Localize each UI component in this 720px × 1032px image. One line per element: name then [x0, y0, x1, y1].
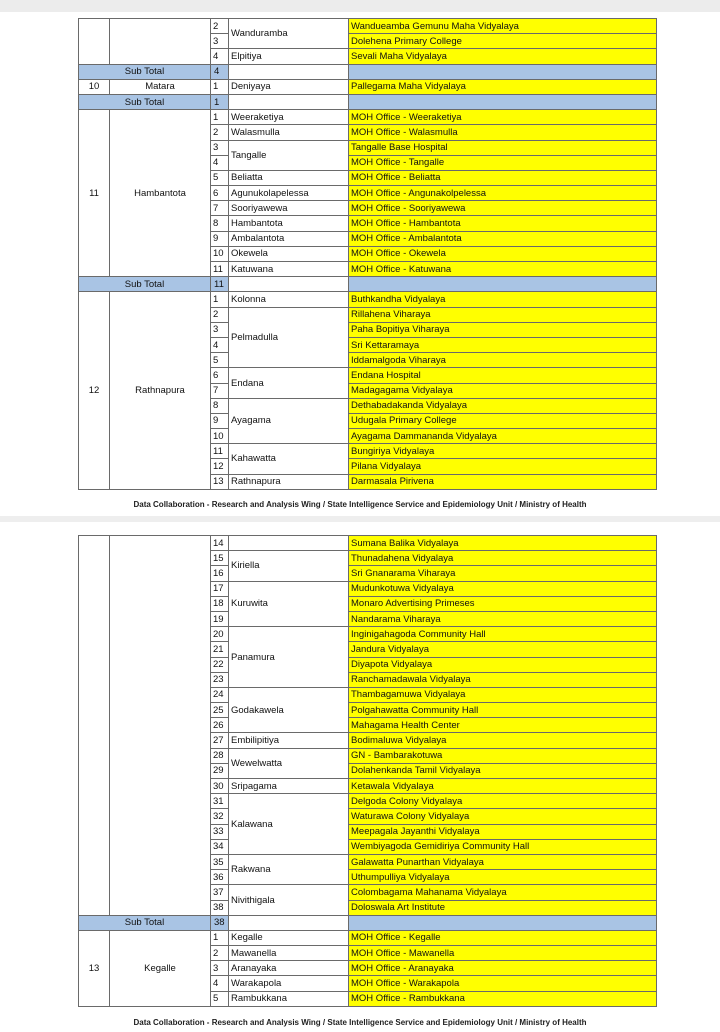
- ds-division: Nivithigala: [229, 885, 349, 915]
- location-name: Uthumpulliya Vidyalaya: [349, 870, 657, 885]
- subtotal-blank: [229, 64, 349, 79]
- serial-number: 8: [211, 216, 229, 231]
- location-name: Bungiriya Vidyalaya: [349, 444, 657, 459]
- location-name: Delgoda Colony Vidyalaya: [349, 794, 657, 809]
- location-name: Wandueamba Gemunu Maha Vidyalaya: [349, 19, 657, 34]
- location-name: Monaro Advertising Primeses: [349, 596, 657, 611]
- serial-number: 4: [211, 976, 229, 991]
- ds-division: Kegalle: [229, 930, 349, 945]
- location-name: Sri Kettaramaya: [349, 337, 657, 352]
- location-name: Bodimaluwa Vidyalaya: [349, 733, 657, 748]
- location-name: MOH Office - Kegalle: [349, 930, 657, 945]
- ds-division: Walasmulla: [229, 125, 349, 140]
- location-name: Dethabadakanda Vidyalaya: [349, 398, 657, 413]
- location-name: Waturawa Colony Vidyalaya: [349, 809, 657, 824]
- location-name: MOH Office - Weeraketiya: [349, 110, 657, 125]
- location-name: GN - Bambarakotuwa: [349, 748, 657, 763]
- ds-division: Warakapola: [229, 976, 349, 991]
- subtotal-label: Sub Total: [79, 277, 211, 292]
- ds-division: Endana: [229, 368, 349, 398]
- district-name: Hambantota: [110, 110, 211, 277]
- ds-division: Kuruwita: [229, 581, 349, 627]
- ds-division: Rakwana: [229, 854, 349, 884]
- location-name: Rillahena Viharaya: [349, 307, 657, 322]
- serial-number: 4: [211, 49, 229, 64]
- serial-number: 20: [211, 627, 229, 642]
- location-name: MOH Office - Angunakolpelessa: [349, 186, 657, 201]
- location-name: MOH Office - Rambukkana: [349, 991, 657, 1006]
- serial-number: 18: [211, 596, 229, 611]
- location-name: Jandura Vidyalaya: [349, 642, 657, 657]
- location-name: Mudunkotuwa Vidyalaya: [349, 581, 657, 596]
- location-name: MOH Office - Aranayaka: [349, 961, 657, 976]
- document-page-2: [0, 522, 720, 1032]
- serial-number: 33: [211, 824, 229, 839]
- table-row: [79, 19, 657, 34]
- serial-number: 30: [211, 779, 229, 794]
- location-name: Udugala Primary College: [349, 413, 657, 428]
- location-name: Pilana Vidyalaya: [349, 459, 657, 474]
- subtotal-count: 1: [211, 94, 229, 109]
- location-name: Colombagama Mahanama Vidyalaya: [349, 885, 657, 900]
- ds-division: Kiriella: [229, 551, 349, 581]
- serial-number: 1: [211, 79, 229, 94]
- location-name: Ranchamadawala Vidyalaya: [349, 672, 657, 687]
- ds-division: Beliatta: [229, 170, 349, 185]
- location-name: Sumana Balika Vidyalaya: [349, 536, 657, 551]
- serial-number: 1: [211, 292, 229, 307]
- ds-division: Wanduramba: [229, 19, 349, 49]
- serial-number: 9: [211, 231, 229, 246]
- location-name: MOH Office - Beliatta: [349, 170, 657, 185]
- serial-number: 11: [211, 444, 229, 459]
- location-name: Paha Bopitiya Viharaya: [349, 322, 657, 337]
- ds-division: Hambantota: [229, 216, 349, 231]
- district-number: 10: [79, 79, 110, 94]
- district-name: Kegalle: [110, 930, 211, 1006]
- location-name: MOH Office - Walasmulla: [349, 125, 657, 140]
- ds-division: Sooriyawewa: [229, 201, 349, 216]
- serial-number: 2: [211, 946, 229, 961]
- location-name: MOH Office - Mawanella: [349, 946, 657, 961]
- serial-number: 12: [211, 459, 229, 474]
- location-name: Inginigahagoda Community Hall: [349, 627, 657, 642]
- subtotal-row: [79, 94, 657, 109]
- serial-number: 15: [211, 551, 229, 566]
- location-name: Madagagama Vidyalaya: [349, 383, 657, 398]
- location-name: Thunadahena Vidyalaya: [349, 551, 657, 566]
- ds-division: Godakawela: [229, 687, 349, 733]
- subtotal-fill: [349, 915, 657, 930]
- serial-number: 24: [211, 687, 229, 702]
- subtotal-label: Sub Total: [79, 64, 211, 79]
- serial-number: 16: [211, 566, 229, 581]
- ds-division: Rathnapura: [229, 474, 349, 489]
- serial-number: 38: [211, 900, 229, 915]
- location-name: Pallegama Maha Vidyalaya: [349, 79, 657, 94]
- serial-number: 1: [211, 930, 229, 945]
- location-name: MOH Office - Warakapola: [349, 976, 657, 991]
- ds-division: Ayagama: [229, 398, 349, 444]
- serial-number: 2: [211, 307, 229, 322]
- subtotal-row: [79, 64, 657, 79]
- serial-number: 2: [211, 19, 229, 34]
- ds-division: Katuwana: [229, 262, 349, 277]
- serial-number: 13: [211, 474, 229, 489]
- ds-division: Weeraketiya: [229, 110, 349, 125]
- serial-number: 5: [211, 353, 229, 368]
- serial-number: 36: [211, 870, 229, 885]
- serial-number: 1: [211, 110, 229, 125]
- location-name: Doloswala Art Institute: [349, 900, 657, 915]
- ds-division: Embilipitiya: [229, 733, 349, 748]
- ds-division: Agunukolapelessa: [229, 186, 349, 201]
- subtotal-count: 4: [211, 64, 229, 79]
- table-row: [79, 930, 657, 945]
- serial-number: 5: [211, 991, 229, 1006]
- ds-division: Wewelwatta: [229, 748, 349, 778]
- ds-division: Aranayaka: [229, 961, 349, 976]
- location-name: MOH Office - Katuwana: [349, 262, 657, 277]
- location-name: Galawatta Punarthan Vidyalaya: [349, 854, 657, 869]
- ds-division: Elpitiya: [229, 49, 349, 64]
- subtotal-blank: [229, 915, 349, 930]
- location-name: Polgahawatta Community Hall: [349, 703, 657, 718]
- serial-number: 4: [211, 337, 229, 352]
- serial-number: 4: [211, 155, 229, 170]
- ds-division: Deniyaya: [229, 79, 349, 94]
- serial-number: 6: [211, 368, 229, 383]
- location-name: MOH Office - Ambalantota: [349, 231, 657, 246]
- location-name: Meepagala Jayanthi Vidyalaya: [349, 824, 657, 839]
- serial-number: 21: [211, 642, 229, 657]
- location-name: Ayagama Dammananda Vidyalaya: [349, 429, 657, 444]
- ds-division: Rambukkana: [229, 991, 349, 1006]
- location-name: Iddamalgoda Viharaya: [349, 353, 657, 368]
- serial-number: 26: [211, 718, 229, 733]
- district-number: [79, 19, 110, 65]
- serial-number: 8: [211, 398, 229, 413]
- location-name: MOH Office - Okewela: [349, 246, 657, 261]
- ds-division: Kahawatta: [229, 444, 349, 474]
- location-name: Buthkandha Vidyalaya: [349, 292, 657, 307]
- subtotal-fill: [349, 94, 657, 109]
- serial-number: 32: [211, 809, 229, 824]
- serial-number: 5: [211, 170, 229, 185]
- distribution-table-2: [78, 535, 657, 1007]
- subtotal-count: 38: [211, 915, 229, 930]
- subtotal-label: Sub Total: [79, 94, 211, 109]
- serial-number: 29: [211, 763, 229, 778]
- ds-division: Tangalle: [229, 140, 349, 170]
- location-name: Endana Hospital: [349, 368, 657, 383]
- table-row: [79, 79, 657, 94]
- location-name: Sevali Maha Vidyalaya: [349, 49, 657, 64]
- ds-division: Kolonna: [229, 292, 349, 307]
- serial-number: 25: [211, 703, 229, 718]
- location-name: MOH Office - Sooriyawewa: [349, 201, 657, 216]
- serial-number: 3: [211, 34, 229, 49]
- location-name: Dolahenkanda Tamil Vidyalaya: [349, 763, 657, 778]
- subtotal-blank: [229, 94, 349, 109]
- serial-number: 19: [211, 611, 229, 626]
- district-name: [110, 19, 211, 65]
- serial-number: 34: [211, 839, 229, 854]
- location-name: Darmasala Pirivena: [349, 474, 657, 489]
- page-footer: Data Collaboration - Research and Analysis Wing / State Intelligence Service and Epidemiology Unit / Ministry of Health: [133, 500, 587, 509]
- serial-number: 14: [211, 536, 229, 551]
- location-name: Diyapota Vidyalaya: [349, 657, 657, 672]
- location-name: MOH Office - Tangalle: [349, 155, 657, 170]
- ds-division: Kalawana: [229, 794, 349, 855]
- serial-number: 17: [211, 581, 229, 596]
- table-row: [79, 536, 657, 551]
- ds-division: Mawanella: [229, 946, 349, 961]
- serial-number: 31: [211, 794, 229, 809]
- table-row: [79, 110, 657, 125]
- location-name: Nandarama Viharaya: [349, 611, 657, 626]
- serial-number: 11: [211, 262, 229, 277]
- ds-division: [229, 536, 349, 551]
- serial-number: 10: [211, 246, 229, 261]
- serial-number: 3: [211, 322, 229, 337]
- page-top-band: [0, 0, 720, 12]
- district-name: Matara: [110, 79, 211, 94]
- location-name: Mahagama Health Center: [349, 718, 657, 733]
- location-name: Sri Gnanarama Viharaya: [349, 566, 657, 581]
- subtotal-blank: [229, 277, 349, 292]
- serial-number: 28: [211, 748, 229, 763]
- serial-number: 9: [211, 413, 229, 428]
- subtotal-fill: [349, 277, 657, 292]
- district-number: 11: [79, 110, 110, 277]
- serial-number: 3: [211, 961, 229, 976]
- location-name: Tangalle Base Hospital: [349, 140, 657, 155]
- serial-number: 22: [211, 657, 229, 672]
- serial-number: 10: [211, 429, 229, 444]
- location-name: Ketawala Vidyalaya: [349, 779, 657, 794]
- district-name: Rathnapura: [110, 292, 211, 489]
- ds-division: Sripagama: [229, 779, 349, 794]
- location-name: Wembiyagoda Gemidiriya Community Hall: [349, 839, 657, 854]
- ds-division: Ambalantota: [229, 231, 349, 246]
- subtotal-row: [79, 915, 657, 930]
- subtotal-row: [79, 277, 657, 292]
- distribution-table-1: [78, 18, 657, 490]
- location-name: MOH Office - Hambantota: [349, 216, 657, 231]
- serial-number: 6: [211, 186, 229, 201]
- serial-number: 3: [211, 140, 229, 155]
- serial-number: 35: [211, 854, 229, 869]
- district-number: 12: [79, 292, 110, 489]
- serial-number: 7: [211, 383, 229, 398]
- district-number: [79, 536, 110, 916]
- serial-number: 2: [211, 125, 229, 140]
- ds-division: Pelmadulla: [229, 307, 349, 368]
- page-footer: Data Collaboration - Research and Analysis Wing / State Intelligence Service and Epidemiology Unit / Ministry of Health: [133, 1018, 587, 1027]
- location-name: Thambagamuwa Vidyalaya: [349, 687, 657, 702]
- serial-number: 27: [211, 733, 229, 748]
- table-row: [79, 292, 657, 307]
- district-name: [110, 536, 211, 916]
- subtotal-count: 11: [211, 277, 229, 292]
- serial-number: 23: [211, 672, 229, 687]
- subtotal-fill: [349, 64, 657, 79]
- serial-number: 37: [211, 885, 229, 900]
- ds-division: Panamura: [229, 627, 349, 688]
- subtotal-label: Sub Total: [79, 915, 211, 930]
- location-name: Dolehena Primary College: [349, 34, 657, 49]
- ds-division: Okewela: [229, 246, 349, 261]
- district-number: 13: [79, 930, 110, 1006]
- serial-number: 7: [211, 201, 229, 216]
